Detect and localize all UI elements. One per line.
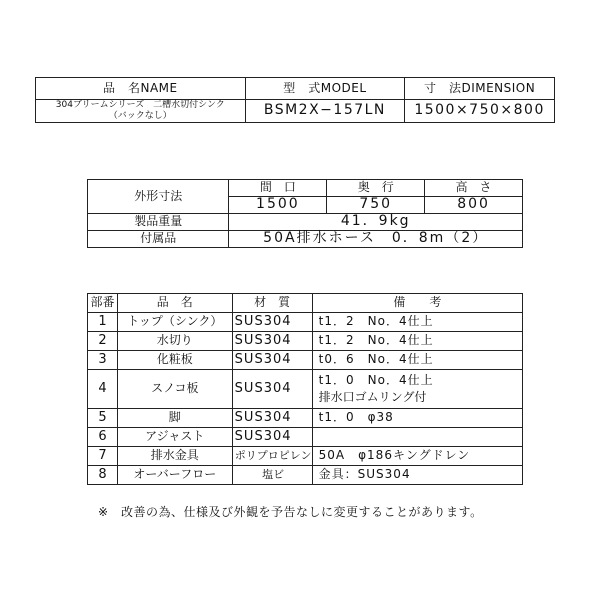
height-value: 800 — [425, 197, 523, 214]
part-name: 水切り — [117, 332, 232, 351]
part-no: 5 — [88, 409, 118, 428]
part-note: t1．2 No．4仕上 — [312, 332, 522, 351]
depth-value: 750 — [327, 197, 425, 214]
part-name: トップ（シンク） — [117, 313, 232, 332]
product-dimension: 1500×750×800 — [405, 100, 555, 123]
part-material: SUS304 — [232, 332, 312, 351]
part-note-line1: t1．0 No．4仕上 — [318, 373, 434, 387]
part-material: ポリプロピレン — [232, 447, 312, 466]
table-row — [88, 466, 523, 485]
part-no: 6 — [88, 428, 118, 447]
parts-header-name: 品 名 — [117, 294, 232, 313]
table-row — [88, 351, 523, 370]
name-column-header: 品 名NAME — [36, 78, 246, 100]
part-note: t0．6 No．4仕上 — [312, 351, 522, 370]
part-material: SUS304 — [232, 428, 312, 447]
model-column-header: 型 式MODEL — [245, 78, 405, 100]
part-no: 4 — [88, 370, 118, 409]
part-note — [312, 370, 522, 409]
part-note: 金具：SUS304 — [312, 466, 522, 485]
product-name-line2: （バックなし） — [108, 111, 172, 121]
part-no: 3 — [88, 351, 118, 370]
table-row — [88, 370, 523, 409]
part-material: SUS304 — [232, 313, 312, 332]
parts-table — [87, 293, 523, 485]
spec-table — [87, 179, 523, 248]
part-no: 8 — [88, 466, 118, 485]
height-label: 高 さ — [425, 180, 523, 197]
part-name: オーバーフロー — [117, 466, 232, 485]
part-name: スノコ板 — [117, 370, 232, 409]
part-name: 化粧板 — [117, 351, 232, 370]
part-material: SUS304 — [232, 351, 312, 370]
product-header-table — [35, 77, 555, 123]
disclaimer-note: ※ 改善の為、仕様及び外観を予告なしに変更することがあります。 — [98, 505, 483, 519]
part-name: 排水金具 — [117, 447, 232, 466]
part-note — [312, 428, 522, 447]
part-material: 塩ビ — [232, 466, 312, 485]
part-no: 7 — [88, 447, 118, 466]
weight-value: 41．9kg — [229, 214, 523, 231]
accessory-label: 付属品 — [88, 231, 229, 248]
parts-header-note: 備 考 — [312, 294, 522, 313]
dimension-column-header: 寸 法DIMENSION — [405, 78, 555, 100]
parts-header-material: 材 質 — [232, 294, 312, 313]
product-name-line1: 304ブリームシリーズ 二槽水切付シンク — [55, 100, 225, 110]
accessory-value: 50A排水ホース 0．8m（2） — [229, 231, 523, 248]
part-note-line2: 排水口ゴムリング付 — [318, 390, 427, 404]
part-note: t1．0 φ38 — [312, 409, 522, 428]
table-row — [88, 447, 523, 466]
part-note: 50A φ186キングドレン — [312, 447, 522, 466]
part-note: t1．2 No．4仕上 — [312, 313, 522, 332]
weight-label: 製品重量 — [88, 214, 229, 231]
depth-label: 奥 行 — [327, 180, 425, 197]
part-material: SUS304 — [232, 409, 312, 428]
table-row — [88, 313, 523, 332]
part-material: SUS304 — [232, 370, 312, 409]
table-row — [88, 409, 523, 428]
product-name — [36, 100, 246, 123]
width-value: 1500 — [229, 197, 327, 214]
part-name: 脚 — [117, 409, 232, 428]
table-row — [88, 428, 523, 447]
part-no: 2 — [88, 332, 118, 351]
product-model: BSM2X−157LN — [245, 100, 405, 123]
table-row — [88, 332, 523, 351]
part-no: 1 — [88, 313, 118, 332]
part-name: アジャスト — [117, 428, 232, 447]
width-label: 間 口 — [229, 180, 327, 197]
parts-header-no: 部番 — [88, 294, 118, 313]
outer-dimension-label: 外形寸法 — [88, 180, 229, 214]
